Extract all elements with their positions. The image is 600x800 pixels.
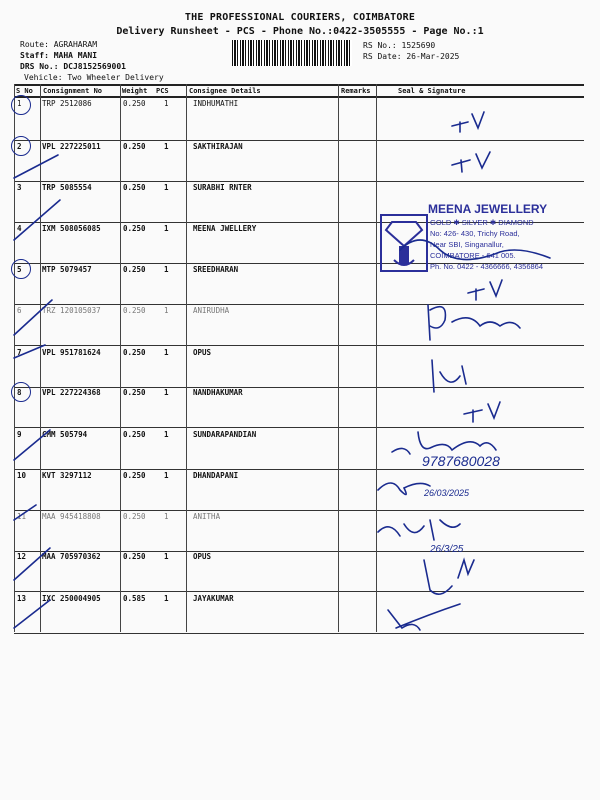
row-consignment-no: VPL 227225011 <box>42 142 101 151</box>
handwritten-date: 26/3/25 <box>430 544 464 555</box>
row-consignee: MEENA JWELLERY <box>193 224 257 233</box>
row-weight: 0.250 <box>123 388 146 397</box>
row-weight: 0.250 <box>123 348 146 357</box>
row-sno: 2 <box>17 142 22 151</box>
check-mark <box>14 430 50 460</box>
row-consignment-no: MAA 705970362 <box>42 552 101 561</box>
signature-scribble <box>388 604 460 630</box>
runsheet-subtitle: Delivery Runsheet - PCS - Phone No.:0422-3505555 - Page No.:1 <box>116 26 484 37</box>
row-sno: 10 <box>17 471 27 480</box>
check-mark <box>14 200 60 240</box>
col-header-remarks: Remarks <box>341 87 371 95</box>
col-header-consignee: Consignee Details <box>189 87 261 95</box>
col-header-weight: Weight <box>122 87 148 95</box>
handwritten-phone: 9787680028 <box>422 453 500 469</box>
row-weight: 0.250 <box>123 430 146 439</box>
row-sno: 6 <box>17 306 22 315</box>
row-consignee: OPUS <box>193 552 212 561</box>
check-mark <box>14 155 58 178</box>
row-consignee: OPUS <box>193 348 212 357</box>
handwritten-date: 26/03/2025 <box>424 488 470 498</box>
row-consignment-no: VPL 951781624 <box>42 348 101 357</box>
col-header-consignment: Consignment No <box>43 87 103 95</box>
row-sno: 11 <box>17 512 27 521</box>
row-pcs: 1 <box>164 388 169 397</box>
row-consignment-no: MTP 5079457 <box>42 265 92 274</box>
stamp-line: GOLD ✱ SILVER ✱ DIAMOND <box>430 218 534 227</box>
signature-scribble <box>378 520 460 540</box>
row-consignment-no: IXM 508056085 <box>42 224 101 233</box>
row-weight: 0.585 <box>123 594 146 603</box>
row-sno: 1 <box>17 99 22 108</box>
signature-tv <box>464 402 500 422</box>
row-weight: 0.250 <box>123 471 146 480</box>
row-pcs: 1 <box>164 471 169 480</box>
row-consignee: SUNDARAPANDIAN <box>193 430 257 439</box>
row-consignment-no: CMM 505794 <box>42 430 88 439</box>
stamp-line: No: 426- 430, Trichy Road, <box>430 229 520 238</box>
signature-tv <box>468 280 502 300</box>
signature-scribble <box>392 432 496 454</box>
row-sno: 4 <box>17 224 22 233</box>
col-header-pcs: PCS <box>156 87 169 95</box>
signature-scribble <box>400 240 550 260</box>
stamp-line: Ph. No. 0422 - 4366666, 4356864 <box>430 262 544 271</box>
row-weight: 0.250 <box>123 99 146 108</box>
row-consignment-no: VPL 227224368 <box>42 388 101 397</box>
row-pcs: 1 <box>164 594 169 603</box>
row-consignment-no: IXC 250004905 <box>42 594 101 603</box>
row-pcs: 1 <box>164 552 169 561</box>
stamp-name: MEENA JEWELLERY <box>428 202 548 216</box>
row-pcs: 1 <box>164 430 169 439</box>
row-weight: 0.250 <box>123 183 146 192</box>
check-mark <box>14 345 45 358</box>
row-consignee: ANIRUDHA <box>193 306 230 315</box>
row-weight: 0.250 <box>123 512 146 521</box>
rs-date: RS Date: 26-Mar-2025 <box>363 52 460 61</box>
row-pcs: 1 <box>164 183 169 192</box>
signature-scribble <box>424 560 474 594</box>
row-consignee: JAYAKUMAR <box>193 594 234 603</box>
row-sno: 13 <box>17 594 27 603</box>
check-mark <box>14 505 36 520</box>
row-consignee: INDHUMATHI <box>193 99 239 108</box>
row-weight: 0.250 <box>123 265 146 274</box>
vehicle-label: Vehicle: Two Wheeler Delivery <box>24 73 164 82</box>
signature-scribble <box>428 305 520 340</box>
row-consignee: DHANDAPANI <box>193 471 239 480</box>
stamp-line: Near SBI, Singanallur, <box>430 240 504 249</box>
row-sno: 5 <box>17 265 22 274</box>
row-sno: 8 <box>17 388 22 397</box>
row-consignee: SREEDHARAN <box>193 265 239 274</box>
row-pcs: 1 <box>164 99 169 108</box>
row-weight: 0.250 <box>123 142 146 151</box>
row-pcs: 1 <box>164 265 169 274</box>
signature-scribble <box>432 360 466 392</box>
col-header-seal: Seal & Signature <box>398 87 466 95</box>
row-consignment-no: KVT 3297112 <box>42 471 92 480</box>
row-pcs: 1 <box>164 348 169 357</box>
signature-tv <box>452 152 490 172</box>
row-consignee: ANITHA <box>193 512 221 521</box>
row-sno: 3 <box>17 183 22 192</box>
row-pcs: 1 <box>164 306 169 315</box>
row-consignee: SAKTHIRAJAN <box>193 142 243 151</box>
row-weight: 0.250 <box>123 224 146 233</box>
row-consignment-no: TRZ 120105037 <box>42 306 101 315</box>
row-consignment-no: TRP 2512086 <box>42 99 92 108</box>
col-header-sno: S No <box>16 87 33 95</box>
row-consignment-no: TRP 5085554 <box>42 183 92 192</box>
signature-tv <box>452 112 484 132</box>
company-title: THE PROFESSIONAL COURIERS, COIMBATORE <box>184 12 416 23</box>
row-pcs: 1 <box>164 512 169 521</box>
staff-label: Staff: MAHA MANI <box>20 51 98 60</box>
check-mark <box>14 600 50 628</box>
check-mark <box>14 300 52 335</box>
rs-number: RS No.: 1525690 <box>363 41 436 50</box>
check-mark <box>14 548 50 580</box>
stamp-line: COIMBATORE - 641 005. <box>430 251 516 260</box>
row-weight: 0.250 <box>123 306 146 315</box>
row-sno: 12 <box>17 552 27 561</box>
drs-number: DRS No.: DCJ8152569001 <box>20 62 126 71</box>
row-weight: 0.250 <box>123 552 146 561</box>
signature-scribble <box>378 483 430 495</box>
row-consignee: SURABHI RNTER <box>193 183 252 192</box>
row-pcs: 1 <box>164 224 169 233</box>
row-consignment-no: MAA 945418808 <box>42 512 101 521</box>
row-pcs: 1 <box>164 142 169 151</box>
row-sno: 9 <box>17 430 22 439</box>
row-consignee: NANDHAKUMAR <box>193 388 243 397</box>
route-label: Route: AGRAHARAM <box>20 40 98 49</box>
row-sno: 7 <box>17 348 22 357</box>
